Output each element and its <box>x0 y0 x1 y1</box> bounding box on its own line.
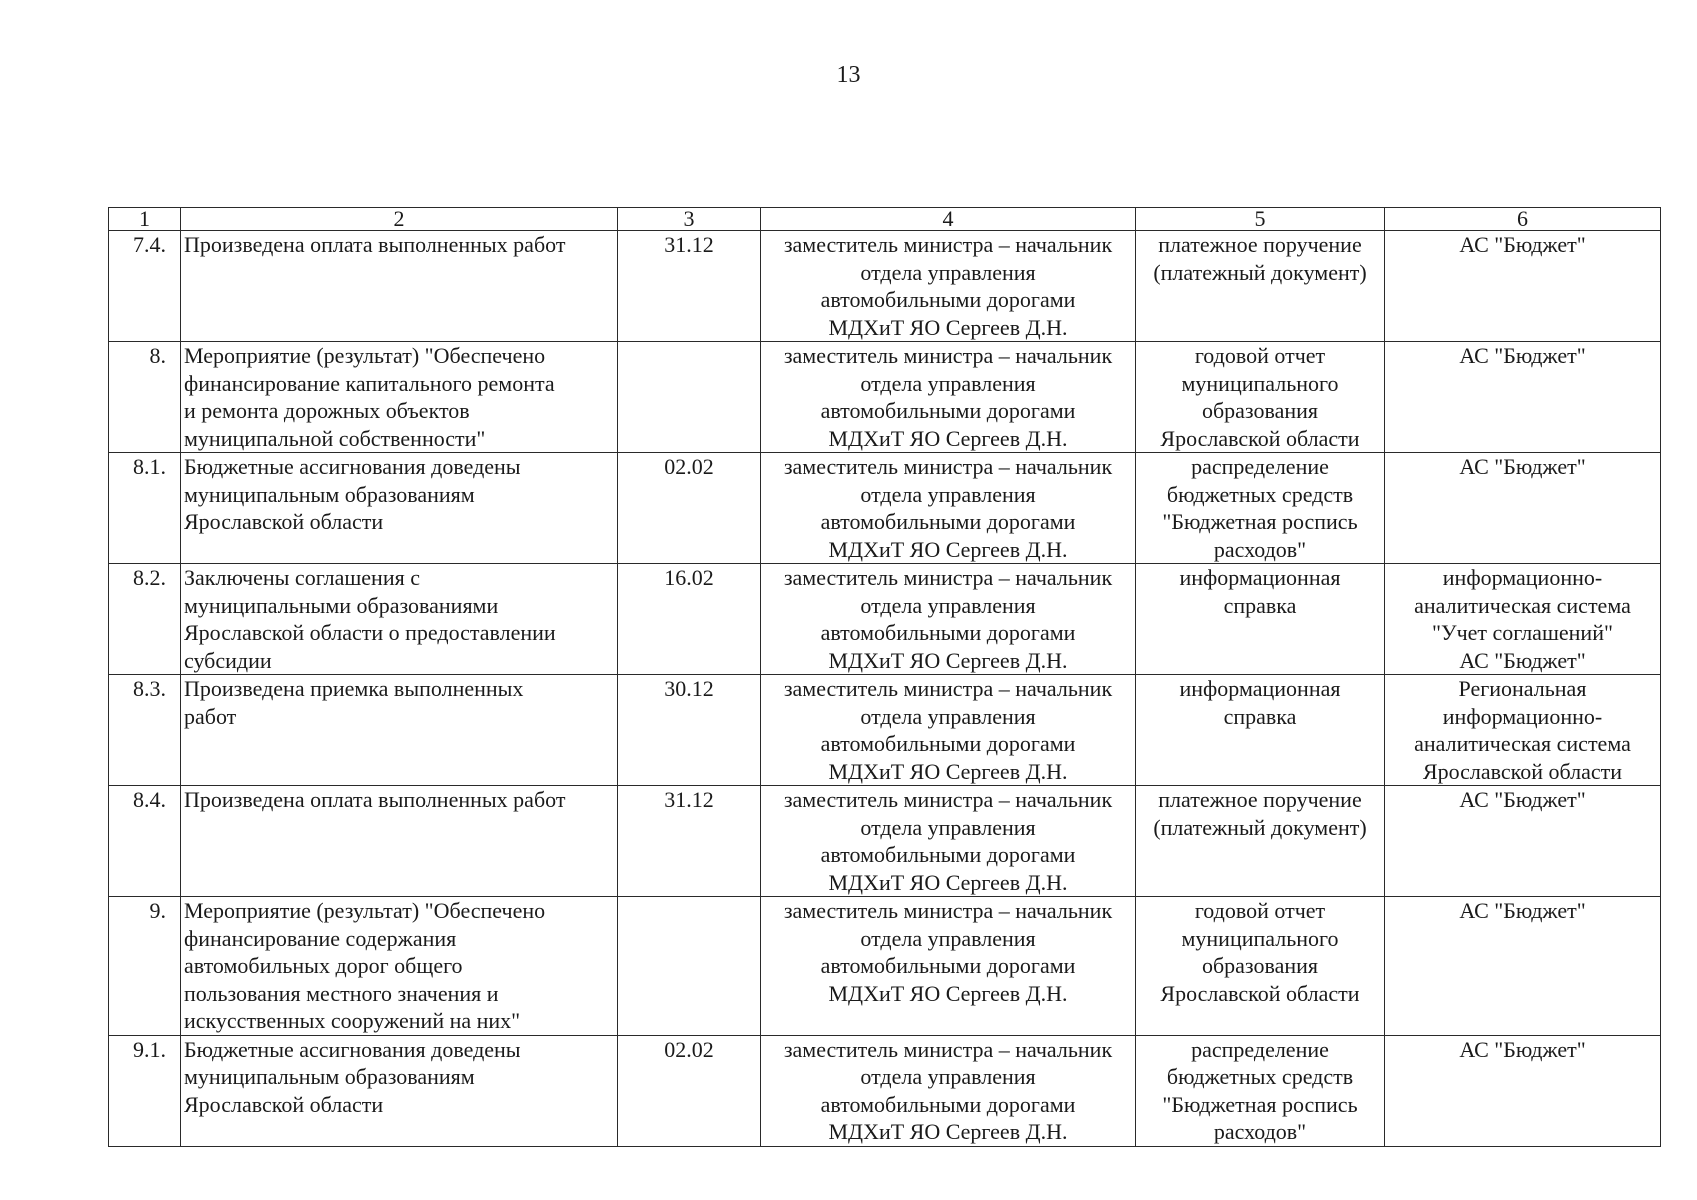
deadline-cell: 31.12 <box>618 231 761 342</box>
responsible-person-cell: заместитель министра – начальник отдела управления автомобильными дорогами МДХиТ ЯО Сергеев Д.Н. <box>761 786 1136 897</box>
event-name-cell: Бюджетные ассигнования доведены муниципальным образованиям Ярославской области <box>181 453 618 564</box>
deadline-cell: 16.02 <box>618 564 761 675</box>
row-number-cell: 9.1. <box>109 1035 181 1146</box>
deadline-cell <box>618 342 761 453</box>
header-cell-4: 4 <box>761 208 1136 231</box>
deadline-cell: 02.02 <box>618 1035 761 1146</box>
header-cell-5: 5 <box>1136 208 1385 231</box>
row-number-cell: 9. <box>109 897 181 1036</box>
event-name-cell: Произведена приемка выполненных работ <box>181 675 618 786</box>
deadline-cell: 31.12 <box>618 786 761 897</box>
confirming-document-cell: платежное поручение (платежный документ) <box>1136 786 1385 897</box>
confirming-document-cell: платежное поручение (платежный документ) <box>1136 231 1385 342</box>
table-row <box>109 786 1661 897</box>
page-number: 13 <box>836 62 861 88</box>
header-cell-1: 1 <box>109 208 181 231</box>
event-name-cell: Заключены соглашения с муниципальными образованиями Ярославской области о предоставлении субсидии <box>181 564 618 675</box>
information-system-cell: АС "Бюджет" <box>1385 1035 1661 1146</box>
event-name-cell: Произведена оплата выполненных работ <box>181 231 618 342</box>
confirming-document-cell: распределение бюджетных средств "Бюджетная роспись расходов" <box>1136 453 1385 564</box>
row-number-cell: 8.1. <box>109 453 181 564</box>
table-row <box>109 342 1661 453</box>
table-row <box>109 1035 1661 1146</box>
deadline-cell: 30.12 <box>618 675 761 786</box>
responsible-person-cell: заместитель министра – начальник отдела управления автомобильными дорогами МДХиТ ЯО Сергеев Д.Н. <box>761 1035 1136 1146</box>
responsible-person-cell: заместитель министра – начальник отдела управления автомобильными дорогами МДХиТ ЯО Сергеев Д.Н. <box>761 342 1136 453</box>
row-number-cell: 8.4. <box>109 786 181 897</box>
table-body <box>109 208 1661 1147</box>
information-system-cell: АС "Бюджет" <box>1385 786 1661 897</box>
confirming-document-cell: годовой отчет муниципального образования Ярославской области <box>1136 342 1385 453</box>
table-row <box>109 897 1661 1036</box>
confirming-document-cell: годовой отчет муниципального образования Ярославской области <box>1136 897 1385 1036</box>
header-cell-2: 2 <box>181 208 618 231</box>
event-name-cell: Произведена оплата выполненных работ <box>181 786 618 897</box>
row-number-cell: 7.4. <box>109 231 181 342</box>
information-system-cell: Региональная информационно- аналитическая система Ярославской области <box>1385 675 1661 786</box>
information-system-cell: АС "Бюджет" <box>1385 453 1661 564</box>
responsible-person-cell: заместитель министра – начальник отдела управления автомобильными дорогами МДХиТ ЯО Сергеев Д.Н. <box>761 453 1136 564</box>
table-header-row <box>109 208 1661 231</box>
row-number-cell: 8. <box>109 342 181 453</box>
confirming-document-cell: распределение бюджетных средств "Бюджетная роспись расходов" <box>1136 1035 1385 1146</box>
event-name-cell: Мероприятие (результат) "Обеспечено финансирование капитального ремонта и ремонта дорожных объектов муниципальной собственности" <box>181 342 618 453</box>
confirming-document-cell: информационная справка <box>1136 564 1385 675</box>
responsible-person-cell: заместитель министра – начальник отдела управления автомобильными дорогами МДХиТ ЯО Сергеев Д.Н. <box>761 231 1136 342</box>
table-row <box>109 453 1661 564</box>
header-cell-6: 6 <box>1385 208 1661 231</box>
event-name-cell: Мероприятие (результат) "Обеспечено финансирование содержания автомобильных дорог общего пользования местного значения и искусственных сооружений на них" <box>181 897 618 1036</box>
responsible-person-cell: заместитель министра – начальник отдела управления автомобильными дорогами МДХиТ ЯО Сергеев Д.Н. <box>761 564 1136 675</box>
information-system-cell: АС "Бюджет" <box>1385 342 1661 453</box>
row-number-cell: 8.3. <box>109 675 181 786</box>
responsible-person-cell: заместитель министра – начальник отдела управления автомобильными дорогами МДХиТ ЯО Сергеев Д.Н. <box>761 675 1136 786</box>
deadline-cell <box>618 897 761 1036</box>
table-row <box>109 675 1661 786</box>
measures-table <box>108 207 1661 1147</box>
header-cell-3: 3 <box>618 208 761 231</box>
confirming-document-cell: информационная справка <box>1136 675 1385 786</box>
information-system-cell: АС "Бюджет" <box>1385 231 1661 342</box>
table-row <box>109 564 1661 675</box>
row-number-cell: 8.2. <box>109 564 181 675</box>
information-system-cell: АС "Бюджет" <box>1385 897 1661 1036</box>
deadline-cell: 02.02 <box>618 453 761 564</box>
event-name-cell: Бюджетные ассигнования доведены муниципальным образованиям Ярославской области <box>181 1035 618 1146</box>
responsible-person-cell: заместитель министра – начальник отдела управления автомобильными дорогами МДХиТ ЯО Сергеев Д.Н. <box>761 897 1136 1036</box>
table-row <box>109 231 1661 342</box>
information-system-cell: информационно- аналитическая система "Учет соглашений" АС "Бюджет" <box>1385 564 1661 675</box>
